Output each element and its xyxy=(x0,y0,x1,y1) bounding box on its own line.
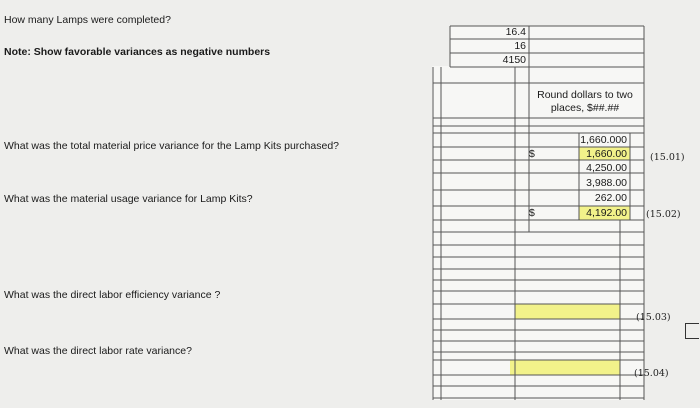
code-15-02: (15.02) xyxy=(646,209,681,220)
question-labor-rate-variance: What was the direct labor rate variance? xyxy=(4,345,192,357)
top-value-2: 16 xyxy=(514,40,526,52)
value-cell-5[interactable]: 262.00 xyxy=(594,192,627,204)
question-material-usage-variance: What was the material usage variance for Lamp Kits? xyxy=(4,193,253,205)
value-cell-3[interactable]: 4,250.00 xyxy=(586,162,627,174)
value-cell-1[interactable]: 1,660.000 xyxy=(580,134,627,146)
answer-cell-labor-efficiency[interactable] xyxy=(515,304,620,319)
question-lamps-completed: How many Lamps were completed? xyxy=(4,14,171,26)
dollar-sign-1: $ xyxy=(529,148,535,160)
top-value-3: 4150 xyxy=(502,54,526,66)
code-15-04: (15.04) xyxy=(634,368,669,379)
dollar-sign-2: $ xyxy=(529,207,535,219)
code-15-01: (15.01) xyxy=(650,152,685,163)
value-cell-6[interactable]: 4,192.00 xyxy=(586,207,627,219)
question-material-price-variance: What was the total material price variance for the Lamp Kits purchased? xyxy=(4,140,339,152)
question-labor-efficiency-variance: What was the direct labor efficiency variance ? xyxy=(4,289,221,301)
value-cell-4[interactable]: 3,988.00 xyxy=(586,177,627,189)
answer-box-edge[interactable] xyxy=(685,323,699,339)
round-dollars-note: Round dollars to two places, $##.## xyxy=(537,89,633,114)
code-15-03: (15.03) xyxy=(636,312,671,323)
value-cell-2[interactable]: 1,660.00 xyxy=(586,148,627,160)
note-favorable-variances: Note: Show favorable variances as negative numbers xyxy=(4,46,271,58)
top-value-1: 16.4 xyxy=(505,26,526,38)
answer-cell-labor-rate[interactable] xyxy=(510,360,620,375)
